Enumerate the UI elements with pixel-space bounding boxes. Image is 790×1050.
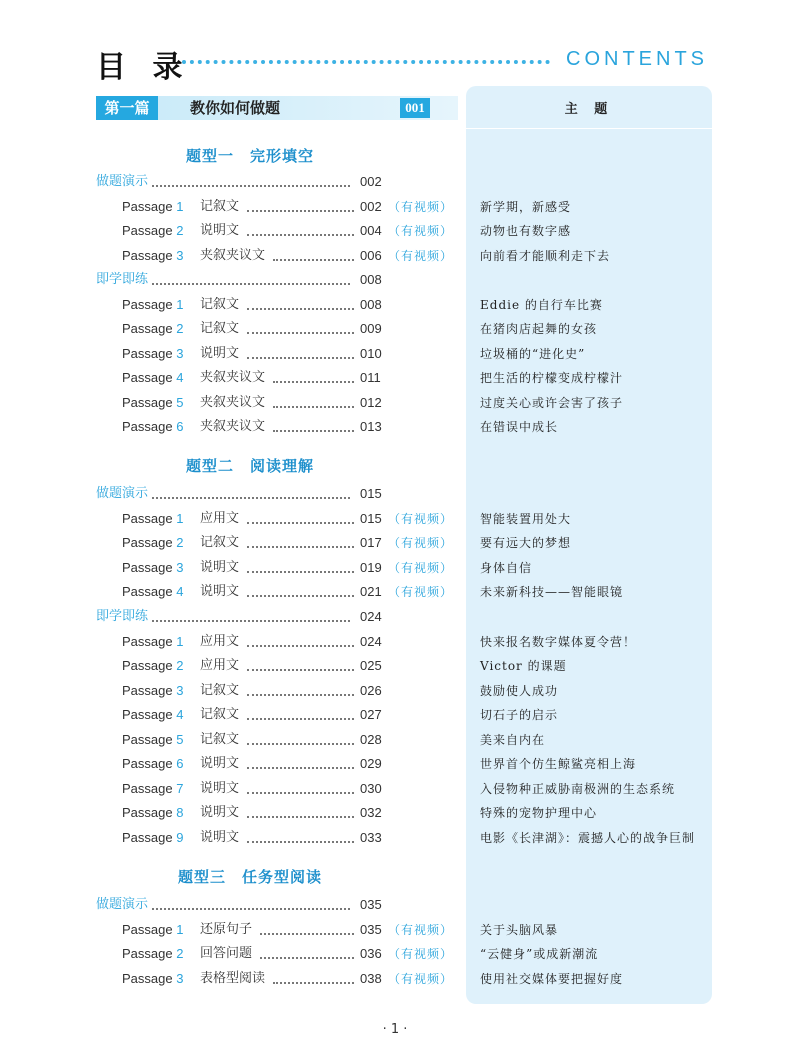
passage-page: 027: [360, 707, 382, 722]
passage-theme: 入侵物种正威胁南极洲的生态系统: [480, 781, 676, 796]
passage-word: Passage: [122, 970, 173, 986]
passage-type: 记叙文: [200, 535, 240, 550]
passage-number: 2: [176, 658, 184, 673]
passage-page: 011: [360, 370, 381, 385]
theme-heading: 主 题: [564, 102, 614, 117]
toc-entry[interactable]: [0, 804, 790, 822]
passage-page: 029: [360, 756, 382, 771]
leader-dots: [152, 185, 350, 187]
leader-dots: [247, 332, 354, 334]
video-badge[interactable]: （有视频）: [388, 922, 454, 937]
passage-type: 说明文: [200, 345, 240, 361]
passage-theme: 动物也有数字感: [480, 224, 572, 238]
video-badge[interactable]: （有视频）: [388, 199, 454, 214]
toc-entry[interactable]: [0, 247, 790, 265]
passage-word: Passage: [122, 921, 173, 937]
passage-label: [122, 755, 183, 773]
passage-page: 004: [360, 223, 382, 238]
passage-page: 021: [360, 584, 382, 599]
passage-page: 009: [360, 321, 382, 336]
passage-theme: Victor 的课题: [480, 659, 567, 673]
passage-word: Passage: [122, 682, 173, 698]
passage-label: [122, 369, 183, 387]
toc-entry[interactable]: [0, 829, 790, 847]
passage-label: [122, 510, 183, 528]
video-badge[interactable]: （有视频）: [388, 511, 454, 526]
toc-entry[interactable]: [0, 222, 790, 240]
toc-entry[interactable]: [0, 633, 790, 651]
toc-entry[interactable]: [0, 510, 790, 528]
passage-label: [122, 583, 183, 601]
passage-page: 032: [360, 805, 382, 820]
toc-entry[interactable]: [0, 534, 790, 552]
passage-page: 006: [360, 247, 382, 263]
passage-page: 017: [360, 535, 382, 550]
passage-word: Passage: [122, 756, 173, 771]
leader-dots: [247, 308, 354, 310]
passage-page: 033: [360, 829, 382, 845]
leader-dots: [152, 620, 350, 622]
passage-theme: 鼓励使人成功: [480, 683, 559, 698]
toc-entry[interactable]: [0, 945, 790, 963]
toc-entry[interactable]: [0, 970, 790, 988]
leader-dots: [247, 718, 354, 720]
passage-page: 028: [360, 731, 382, 747]
category-name: 做题演示: [96, 486, 149, 501]
leader-dots: [247, 841, 354, 843]
passage-label: [122, 970, 183, 988]
passage-type: 记叙文: [200, 321, 240, 336]
toc-entry[interactable]: [0, 394, 790, 412]
leader-dots: [273, 406, 354, 408]
category-page: 008: [360, 272, 382, 287]
toc-entry[interactable]: [0, 369, 790, 387]
passage-page: 026: [360, 682, 382, 698]
passage-label: [122, 633, 183, 651]
passage-word: Passage: [122, 296, 173, 312]
title-dotted-rule: [182, 60, 550, 64]
passage-word: Passage: [122, 584, 173, 599]
passage-type: 还原句子: [200, 921, 253, 937]
passage-type: 说明文: [200, 780, 240, 796]
passage-theme: 向前看才能顺利走下去: [480, 248, 611, 263]
passage-number: 6: [176, 419, 184, 434]
passage-label: [122, 780, 183, 798]
passage-theme: 过度关心或许会害了孩子: [480, 395, 624, 410]
part-page-number: 001: [400, 98, 430, 118]
passage-word: Passage: [122, 223, 173, 238]
passage-word: Passage: [122, 345, 173, 361]
toc-entry[interactable]: [0, 755, 790, 773]
passage-word: Passage: [122, 370, 173, 385]
category-page: 035: [360, 897, 382, 912]
passage-word: Passage: [122, 707, 173, 722]
passage-page: 013: [360, 419, 382, 434]
passage-type: 记叙文: [200, 682, 240, 698]
passage-number: 1: [176, 510, 184, 526]
category-line[interactable]: [96, 173, 458, 191]
leader-dots: [152, 283, 350, 285]
passage-type: 说明文: [200, 559, 240, 575]
passage-page: 030: [360, 780, 382, 796]
passage-theme: 特殊的宠物护理中心: [480, 806, 598, 820]
passage-word: Passage: [122, 321, 173, 336]
passage-word: Passage: [122, 535, 173, 550]
leader-dots: [247, 743, 354, 745]
category-line[interactable]: [96, 608, 458, 626]
passage-theme: 智能装置用处大: [480, 511, 572, 526]
toc-entry[interactable]: [0, 706, 790, 724]
passage-theme: 世界首个仿生鲸鲨亮相上海: [480, 757, 637, 771]
passage-theme: 把生活的柠檬变成柠檬汁: [480, 371, 624, 385]
toc-entry[interactable]: [0, 731, 790, 749]
passage-page: 008: [360, 296, 382, 312]
passage-theme: “云健身”或成新潮流: [480, 947, 599, 961]
passage-theme: 未来新科技——智能眼镜: [480, 585, 624, 599]
passage-word: Passage: [122, 946, 173, 961]
passage-type: 应用文: [200, 510, 240, 526]
passage-number: 1: [176, 921, 184, 937]
category-page: 015: [360, 486, 382, 501]
toc-entry[interactable]: [0, 657, 790, 675]
passage-type: 夹叙夹议文: [200, 370, 266, 385]
passage-type: 记叙文: [200, 707, 240, 722]
passage-type: 说明文: [200, 223, 240, 238]
passage-page: 010: [360, 345, 382, 361]
passage-label: [122, 682, 183, 700]
passage-theme: 美来自内在: [480, 732, 546, 747]
passage-page: 015: [360, 510, 382, 526]
passage-number: 3: [176, 559, 184, 575]
part-title: 教你如何做题: [190, 99, 281, 117]
video-badge[interactable]: （有视频）: [388, 585, 454, 599]
category-name: 即学即练: [96, 609, 149, 624]
passage-label: [122, 945, 183, 963]
passage-label: [122, 559, 183, 577]
passage-type: 说明文: [200, 829, 240, 845]
passage-word: Passage: [122, 510, 173, 526]
section-title: 题型一 完形填空: [185, 147, 314, 165]
passage-label: [122, 706, 183, 724]
passage-theme: 电影《长津湖》：震撼人心的战争巨制: [480, 830, 696, 845]
video-badge[interactable]: （有视频）: [388, 947, 454, 961]
leader-dots: [247, 546, 354, 548]
passage-word: Passage: [122, 247, 173, 263]
passage-theme: 在猪肉店起舞的女孩: [480, 322, 598, 336]
passage-label: [122, 247, 183, 265]
part-label: 第一篇: [96, 96, 158, 120]
passage-type: 夹叙夹议文: [200, 419, 266, 434]
passage-number: 3: [176, 970, 184, 986]
passage-word: Passage: [122, 419, 173, 434]
category-page: 002: [360, 174, 382, 189]
passage-label: [122, 657, 183, 675]
passage-theme: 身体自信: [480, 560, 533, 575]
passage-theme: 要有远大的梦想: [480, 536, 572, 550]
passage-number: 1: [176, 296, 184, 312]
passage-page: 024: [360, 633, 382, 649]
passage-word: Passage: [122, 805, 173, 820]
passage-number: 6: [176, 756, 184, 771]
passage-word: Passage: [122, 559, 173, 575]
passage-theme: 在错误中成长: [480, 420, 559, 434]
passage-number: 4: [176, 370, 184, 385]
passage-word: Passage: [122, 394, 173, 410]
section-title: 题型三 任务型阅读: [177, 868, 322, 886]
category-line[interactable]: [96, 485, 458, 503]
passage-label: [122, 829, 183, 847]
passage-type: 应用文: [200, 658, 240, 673]
category-page: 024: [360, 609, 382, 624]
category-line[interactable]: [96, 271, 458, 289]
passage-number: 9: [176, 829, 184, 845]
passage-number: 3: [176, 682, 184, 698]
toc-entry[interactable]: [0, 296, 790, 314]
leader-dots: [247, 816, 354, 818]
leader-dots: [152, 497, 350, 499]
leader-dots: [247, 357, 354, 359]
leader-dots: [247, 645, 354, 647]
passage-type: 记叙文: [200, 198, 240, 214]
passage-word: Passage: [122, 829, 173, 845]
passage-label: [122, 394, 183, 412]
video-badge[interactable]: （有视频）: [388, 224, 454, 238]
passage-type: 夹叙夹议文: [200, 394, 266, 410]
passage-label: [122, 320, 183, 338]
passage-type: 说明文: [200, 756, 240, 771]
passage-label: [122, 731, 183, 749]
passage-number: 2: [176, 321, 184, 336]
contents-label: CONTENTS: [566, 48, 708, 70]
toc-entry[interactable]: [0, 320, 790, 338]
category-name: 做题演示: [96, 174, 149, 189]
passage-word: Passage: [122, 780, 173, 796]
category-name: 做题演示: [96, 897, 149, 912]
toc-entry[interactable]: [0, 345, 790, 363]
leader-dots: [247, 792, 354, 794]
theme-divider: [466, 128, 712, 129]
leader-dots: [247, 571, 354, 573]
passage-number: 2: [176, 535, 184, 550]
passage-theme: 关于头脑风暴: [480, 922, 559, 937]
passage-label: [122, 222, 183, 240]
passage-number: 5: [176, 731, 184, 747]
passage-label: [122, 296, 183, 314]
passage-word: Passage: [122, 633, 173, 649]
leader-dots: [273, 982, 354, 984]
passage-type: 应用文: [200, 633, 240, 649]
toc-entry[interactable]: [0, 921, 790, 939]
video-badge[interactable]: （有视频）: [388, 536, 454, 550]
passage-type: 说明文: [200, 584, 240, 599]
leader-dots: [247, 210, 354, 212]
passage-type: 说明文: [200, 805, 240, 820]
passage-number: 8: [176, 805, 184, 820]
passage-label: [122, 345, 183, 363]
passage-type: 记叙文: [200, 296, 240, 312]
toc-entry[interactable]: [0, 198, 790, 216]
leader-dots: [273, 259, 354, 261]
passage-label: [122, 804, 183, 822]
passage-label: [122, 198, 183, 216]
leader-dots: [260, 933, 354, 935]
passage-label: [122, 534, 183, 552]
passage-theme: 使用社交媒体要把握好度: [480, 971, 624, 986]
passage-theme: Eddie 的自行车比赛: [480, 297, 603, 312]
leader-dots: [273, 381, 354, 383]
leader-dots: [247, 522, 354, 524]
passage-page: 012: [360, 394, 382, 410]
passage-number: 1: [176, 633, 184, 649]
page-title: 目 录: [96, 50, 191, 85]
passage-number: 3: [176, 345, 184, 361]
passage-type: 记叙文: [200, 731, 240, 747]
page-number: · 1 ·: [382, 1022, 408, 1037]
leader-dots: [247, 234, 354, 236]
passage-label: [122, 418, 183, 436]
leader-dots: [260, 957, 354, 959]
passage-number: 4: [176, 707, 184, 722]
passage-page: 036: [360, 946, 382, 961]
toc-entry[interactable]: [0, 559, 790, 577]
passage-word: Passage: [122, 731, 173, 747]
passage-type: 回答问题: [200, 946, 253, 961]
leader-dots: [152, 908, 350, 910]
category-line[interactable]: [96, 896, 458, 914]
passage-word: Passage: [122, 658, 173, 673]
passage-theme: 新学期，新感受: [480, 199, 572, 214]
video-badge[interactable]: （有视频）: [388, 560, 454, 575]
passage-number: 3: [176, 247, 184, 263]
passage-type: 表格型阅读: [200, 970, 266, 986]
toc-entry[interactable]: [0, 682, 790, 700]
leader-dots: [247, 669, 354, 671]
passage-theme: 切石子的启示: [480, 708, 559, 722]
passage-page: 038: [360, 970, 382, 986]
passage-page: 025: [360, 658, 382, 673]
video-badge[interactable]: （有视频）: [388, 248, 454, 263]
passage-label: [122, 921, 183, 939]
toc-entry[interactable]: [0, 583, 790, 601]
passage-page: 002: [360, 198, 382, 214]
passage-number: 2: [176, 223, 184, 238]
passage-number: 7: [176, 780, 184, 796]
toc-entry[interactable]: [0, 780, 790, 798]
section-title: 题型二 阅读理解: [185, 457, 314, 475]
passage-number: 5: [176, 394, 184, 410]
passage-number: 2: [176, 946, 184, 961]
leader-dots: [247, 767, 354, 769]
passage-type: 夹叙夹议文: [200, 247, 266, 263]
video-badge[interactable]: （有视频）: [388, 971, 454, 986]
passage-page: 019: [360, 559, 382, 575]
leader-dots: [273, 430, 354, 432]
passage-number: 1: [176, 198, 184, 214]
passage-number: 4: [176, 584, 184, 599]
passage-theme: 垃圾桶的“进化史”: [480, 346, 586, 361]
passage-word: Passage: [122, 198, 173, 214]
passage-page: 035: [360, 921, 382, 937]
passage-theme: 快来报名数字媒体夏令营！: [480, 634, 637, 649]
toc-entry[interactable]: [0, 418, 790, 436]
leader-dots: [247, 595, 354, 597]
category-name: 即学即练: [96, 272, 149, 287]
leader-dots: [247, 694, 354, 696]
